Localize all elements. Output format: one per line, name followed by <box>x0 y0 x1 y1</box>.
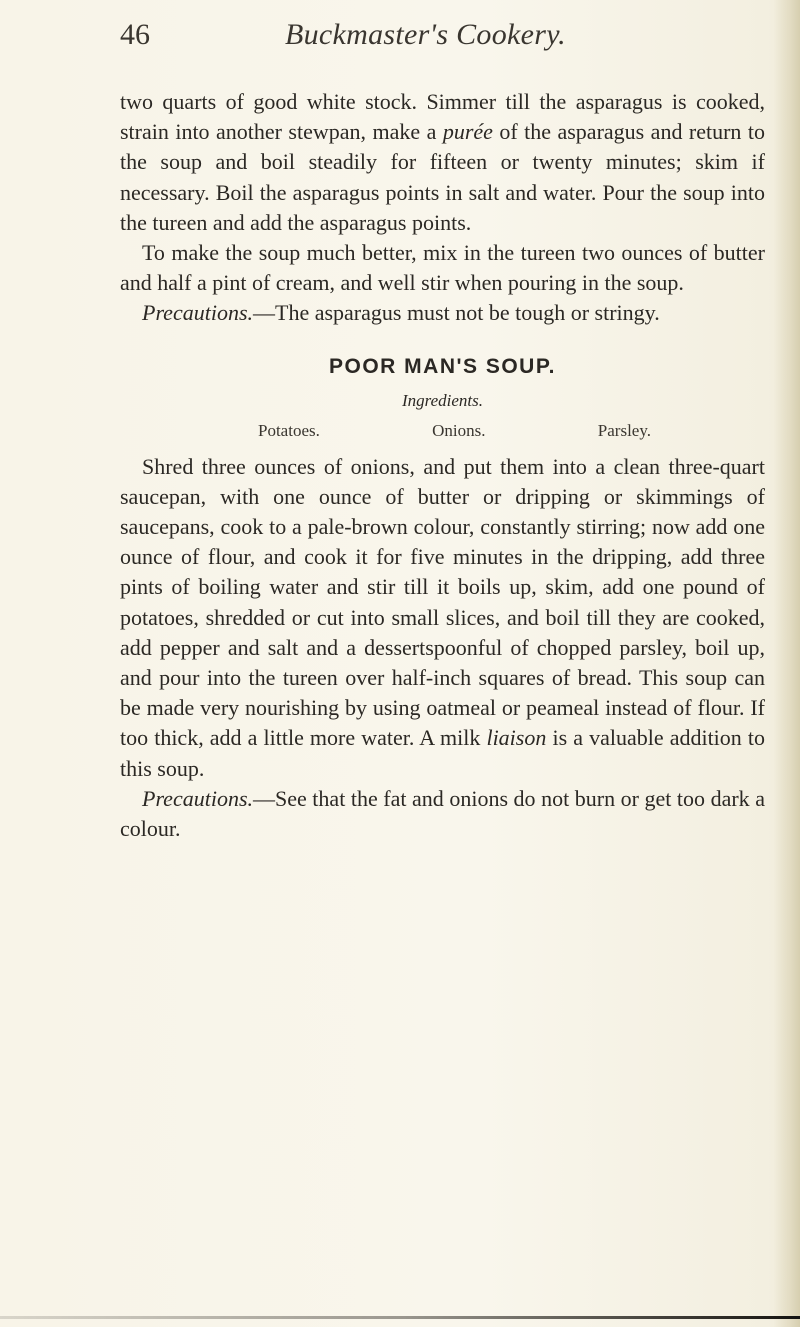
bottom-rule <box>0 1316 800 1319</box>
precautions-label: Precautions. <box>142 300 253 326</box>
precautions-text: —See that the fat and onions do not burn or get too dark a colour. <box>120 785 765 842</box>
recipe-method <box>120 452 765 784</box>
ingredients-label: Ingredients. <box>401 390 484 410</box>
asparagus-text-a: two quarts of good white stock. Simmer till the asparagus is cooked, strain into another stewpan, make a <box>120 89 765 145</box>
ingredient-item: Parsley. <box>597 420 651 440</box>
page-number: 46 <box>120 18 150 51</box>
running-title: Buckmaster's Cookery. <box>285 18 566 51</box>
puree-italic: purée <box>442 119 493 145</box>
liaison-italic: liaison <box>486 725 547 751</box>
ingredient-item: Potatoes. <box>258 420 320 440</box>
ingredients-list <box>120 420 765 442</box>
precautions-label: Precautions. <box>142 785 253 811</box>
ingredient-item: Onions. <box>432 420 486 440</box>
asparagus-paragraph-2: To make the soup much better, mix in the tureen two ounces of butter and half a pint of cream, and well stir when pouring in the soup. <box>120 240 765 296</box>
method-text-a: Shred three ounces of onions, and put them into a clean three-quart saucepan, with one ounce of butter or dripping or skimmings of saucepans, cook to a pale-brown colour, constantly stirring; now add one ounce of flour, and cook it for five minutes in the dripping, add three pints of boiling water and stir till it boils up, skim, add one pound of potatoes, shredded or cut into small slices, and boil till they are cooked, add pepper and salt and a dessertspoonful of chopped parsley, boil up, and pour into the tureen over half-inch squares of bread. This soup can be made very nourishing by using oatmeal or peameal instead of flour. If too thick, add a little more water. A milk <box>120 453 765 751</box>
asparagus-text-c: of the asparagus and return to the soup and boil steadily for fifteen or twenty minutes; skim if necessary. Boil the asparagus points in salt and water. Pour the soup into the tureen and add the asparagus points. <box>120 119 765 235</box>
page-edge-shadow <box>774 0 800 1327</box>
method-text-c: is a valuable addition to this soup. <box>120 725 765 781</box>
asparagus-precautions <box>120 298 765 328</box>
recipe-precautions <box>120 784 765 844</box>
precautions-text: —The asparagus must not be tough or stringy. <box>253 300 660 326</box>
asparagus-paragraph-1 <box>120 87 765 238</box>
recipe-title: POOR MAN'S SOUP. <box>329 354 556 378</box>
page-body <box>120 87 765 844</box>
page-header <box>120 18 780 68</box>
